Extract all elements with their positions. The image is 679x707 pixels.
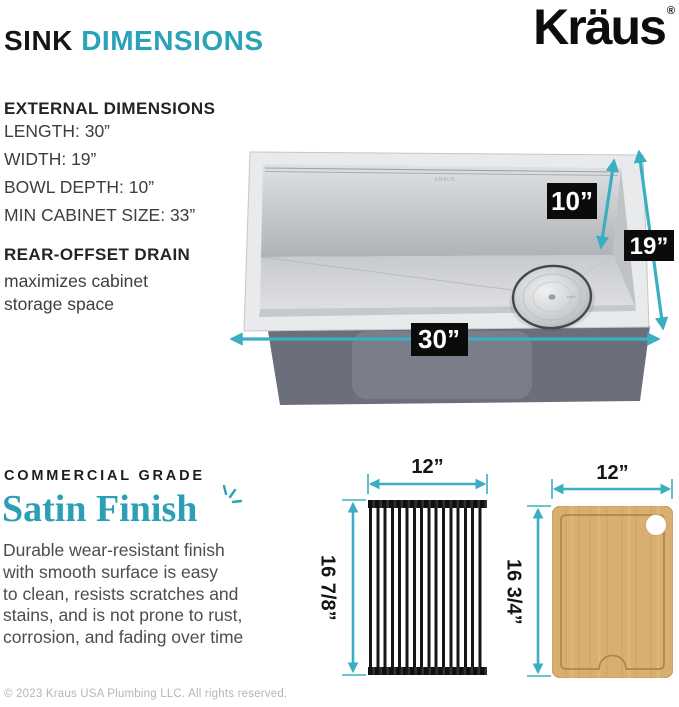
board-width-arrow	[544, 478, 679, 500]
width-dimension-label	[624, 230, 674, 261]
spec-bowl-depth: BOWL DEPTH: 10”	[4, 177, 155, 197]
rack-rods	[369, 504, 486, 671]
sink-diagram	[230, 135, 679, 435]
kraus-logo: Kräus ®	[533, 0, 675, 55]
rack-width-label: 12”	[411, 456, 444, 478]
spec-width: WIDTH: 19”	[4, 149, 97, 169]
svg-text:30”: 30”	[418, 324, 460, 354]
rack-bottom-cap	[368, 667, 487, 675]
page-title-black: SINK	[4, 25, 73, 56]
sparkle-icon	[212, 483, 244, 513]
page-title-teal: DIMENSIONS	[81, 25, 264, 56]
drain-copy: maximizes cabinet storage space	[4, 271, 148, 314]
drain-engraving: Kraus	[566, 294, 576, 299]
copyright-text: © 2023 Kraus USA Plumbing LLC. All rights reserved.	[4, 688, 288, 700]
depth-dimension-label	[547, 183, 597, 219]
external-dimensions-heading: EXTERNAL DIMENSIONS	[4, 99, 216, 118]
page-title	[4, 25, 264, 57]
finish-description: Durable wear-resistant finish with smooth surface is easy to clean, resists scratches and stains, and is not prone to rust, corrosion, and fading over time	[3, 540, 244, 648]
board-width-label: 12”	[596, 462, 629, 484]
svg-text:19”: 19”	[629, 233, 669, 260]
registered-mark: ®	[666, 5, 675, 17]
board-height-arrow	[524, 500, 556, 682]
rack-height-arrow	[338, 494, 370, 680]
cutting-board	[552, 506, 673, 678]
drain-heading: REAR-OFFSET DRAIN	[4, 245, 191, 264]
sink-engraving: KRAUS	[435, 177, 456, 183]
board-hang-hole	[646, 515, 667, 536]
rack-top-cap	[368, 500, 487, 508]
spec-min-cabinet: MIN CABINET SIZE: 33”	[4, 205, 196, 225]
drying-rack	[368, 500, 487, 675]
commercial-grade-heading: COMMERCIAL GRADE	[4, 468, 205, 484]
board-height-label: 16 3/4”	[502, 559, 525, 625]
rack-width-arrow	[360, 473, 495, 495]
length-dimension-label	[411, 323, 468, 356]
spec-length: LENGTH: 30”	[4, 121, 110, 141]
external-dimensions-list	[4, 121, 195, 233]
svg-text:10”: 10”	[551, 186, 593, 216]
satin-finish-title: Satin Finish	[2, 488, 198, 530]
rack-height-label: 16 7/8”	[316, 554, 339, 621]
